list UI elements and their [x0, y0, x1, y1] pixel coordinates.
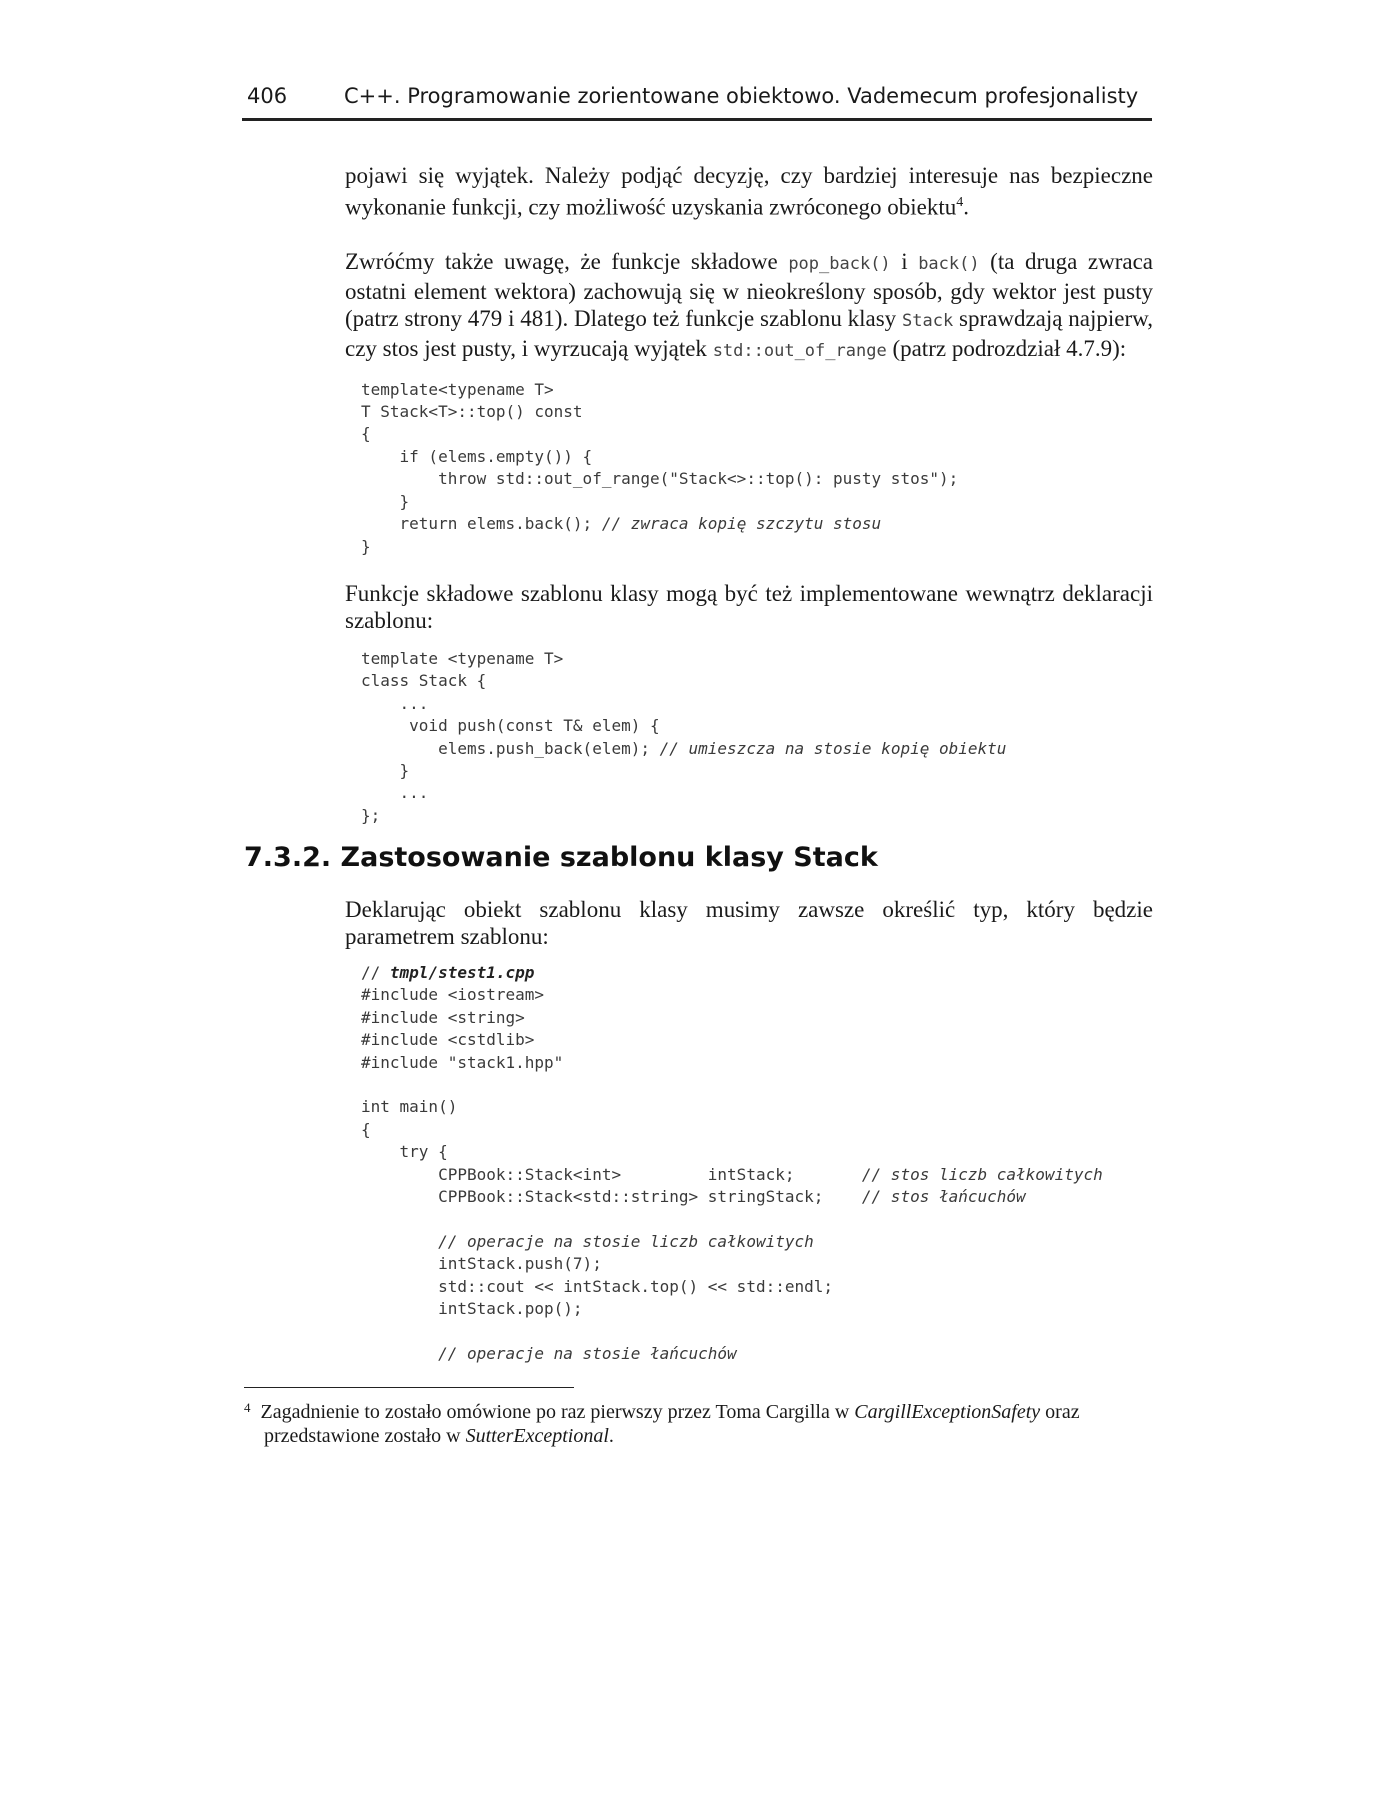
code-line: template<typename T> — [361, 379, 554, 399]
running-header — [242, 84, 1152, 121]
code-line: template <typename T> — [361, 648, 564, 668]
paragraph-3: Funkcje składowe szablonu klasy mogą być też implementowane wewnątrz deklaracji szablonu: — [345, 580, 1153, 633]
main-content-2 — [345, 896, 1153, 1365]
footnote-ref-sutter: SutterExceptional — [465, 1425, 609, 1447]
code-line — [361, 1164, 1153, 1186]
footnote-line-1 — [244, 1400, 1124, 1424]
code-line: throw std::out_of_range("Stack<>::top(): pusty stos"); — [361, 469, 959, 489]
code-line: { — [361, 424, 371, 444]
code-comment: // operacje na stosie łańcuchów — [361, 1343, 737, 1363]
page-number: 406 — [247, 84, 288, 108]
code-line: } — [361, 536, 371, 556]
p2-code-out-of-range: std::out_of_range — [712, 340, 887, 361]
p2-code-back: back() — [918, 253, 980, 274]
code-line: try { — [361, 1142, 448, 1162]
code-text: // — [361, 963, 390, 982]
code-line — [361, 738, 1153, 760]
p2-text-1: Zwróćmy także uwagę, że funkcje składowe — [345, 248, 789, 274]
code-line — [361, 1208, 1153, 1230]
footnote-text-2: oraz — [1040, 1401, 1080, 1423]
code-line: } — [361, 491, 410, 511]
code-line: #include <cstdlib> — [361, 1030, 535, 1050]
footnote-ref: 4 — [956, 195, 964, 210]
p2-text-4: sprawdzają najpierw, czy stos jest pusty, i wyrzucają wyjątek — [345, 305, 1154, 361]
paragraph-1 — [345, 162, 1153, 221]
code-line — [361, 513, 1153, 535]
code-line: intStack.push(7); — [361, 1254, 602, 1274]
p2-code-pop-back: pop_back() — [788, 253, 891, 274]
code-line — [361, 1343, 1153, 1365]
paragraph-1-text: pojawi się wyjątek. Należy podjąć decyzję, czy bardziej interesuje nas bezpieczne wykonanie funkcji, czy możliwość uzyskania zwróconego obiektu — [345, 163, 1153, 220]
p2-text-2: i — [890, 248, 919, 274]
footnote-text-1: Zagadnienie to zostało omówione po raz pierwszy przez Toma Cargilla w — [260, 1401, 855, 1423]
paragraph-1-end: . — [963, 194, 969, 220]
code-text: return elems.back(); — [361, 514, 602, 534]
code-text: CPPBook::Stack<std::string> stringStack; — [361, 1187, 862, 1207]
code-line — [361, 962, 1153, 984]
footnote — [244, 1400, 1124, 1448]
code-line: #include <string> — [361, 1007, 525, 1027]
book-title: C++. Programowanie zorientowane obiektowo. Vademecum profesjonalisty — [344, 84, 1139, 108]
code-filename: tmpl/stest1.cpp — [389, 963, 535, 982]
code-comment: // stos liczb całkowitych — [861, 1164, 1103, 1184]
code-line: void push(const T& elem) { — [361, 716, 660, 736]
code-line — [361, 1074, 1153, 1096]
paragraph-4: Deklarując obiekt szablonu klasy musimy zawsze określić typ, który będzie parametrem szablonu: — [345, 897, 1153, 949]
code-line: class Stack { — [361, 671, 487, 691]
section-heading: 7.3.2. Zastosowanie szablonu klasy Stack — [244, 842, 878, 873]
code-line: }; — [361, 805, 381, 825]
paragraph-2 — [345, 248, 1153, 365]
code-text: CPPBook::Stack<int> intStack; — [361, 1164, 862, 1184]
code-line: { — [361, 1119, 371, 1139]
code-line: } — [361, 760, 410, 780]
code-comment: // umieszcza na stosie kopię obiektu — [659, 738, 1007, 758]
p2-text-5: (patrz podrozdział 4.7.9): — [886, 335, 1127, 361]
footnote-number: 4 — [244, 1400, 251, 1415]
footnote-text-4: . — [608, 1425, 614, 1447]
footnote-ref-cargill: CargillExceptionSafety — [854, 1401, 1041, 1423]
code-block-main — [361, 962, 1153, 1365]
code-block-class — [361, 648, 1153, 827]
code-line: int main() — [361, 1097, 458, 1117]
code-line — [361, 1231, 1153, 1253]
footnote-line-2 — [264, 1424, 1124, 1448]
code-line: ... — [361, 783, 429, 803]
code-block-top — [361, 379, 1153, 558]
code-line: T Stack<T>::top() const — [361, 402, 583, 422]
p2-code-stack: Stack — [902, 310, 954, 331]
code-line: intStack.pop(); — [361, 1299, 583, 1319]
code-line — [361, 1321, 1153, 1343]
code-comment: // zwraca kopię szczytu stosu — [601, 514, 882, 534]
footnote-text-3: przedstawione zostało w — [264, 1425, 466, 1447]
p2-text-3: (ta druga zwraca ostatni element wektora) zachowują się w nieokreślony sposób, gdy wektor jest pusty (patrz strony 479 i 481). Dlatego też funkcje szablonu klasy — [345, 248, 1154, 331]
code-line: #include <iostream> — [361, 985, 545, 1005]
code-comment: // operacje na stosie liczb całkowitych — [361, 1231, 814, 1251]
code-text: elems.push_back(elem); — [361, 738, 660, 758]
footnote-separator — [244, 1387, 574, 1388]
code-line: if (elems.empty()) { — [361, 446, 593, 466]
code-line: #include "stack1.hpp" — [361, 1052, 564, 1072]
code-line: std::cout << intStack.top() << std::endl; — [361, 1276, 834, 1296]
code-comment: // stos łańcuchów — [861, 1187, 1026, 1207]
code-line — [361, 1186, 1153, 1208]
main-content — [345, 162, 1153, 827]
code-line: ... — [361, 693, 429, 713]
